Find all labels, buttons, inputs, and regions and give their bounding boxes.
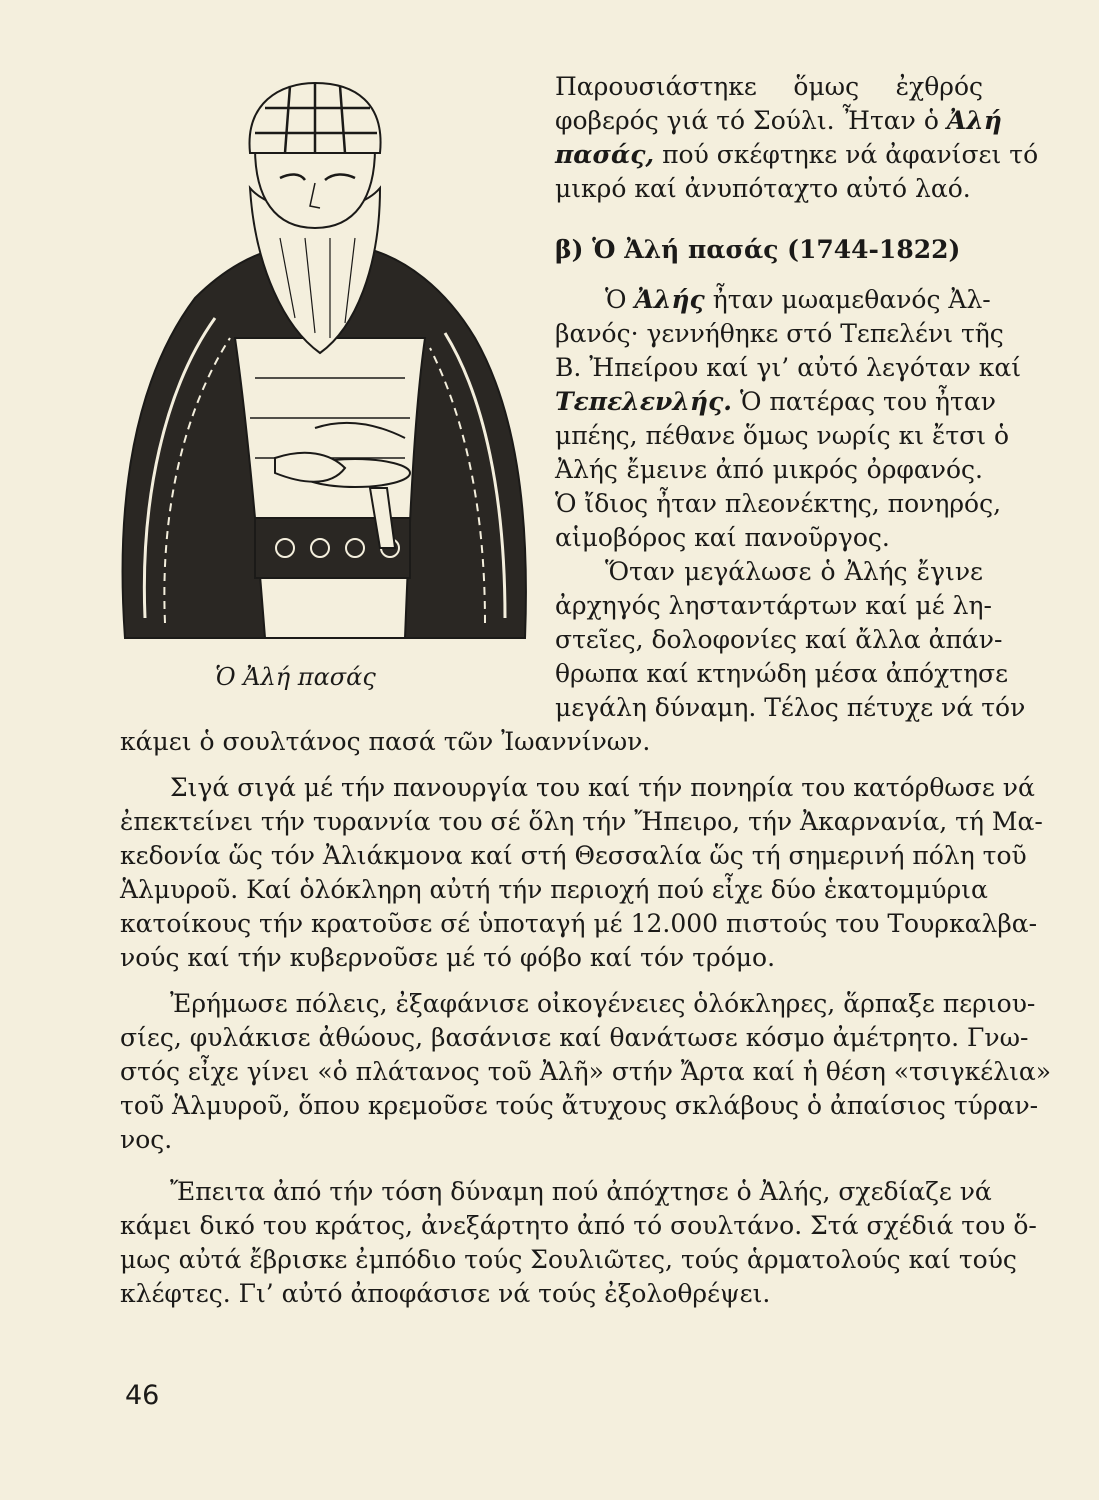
text-line: τοῦ Ἁλμυροῦ, ὅπου κρεμοῦσε τούς ἄτυχους σκλάβους ὁ ἀπαίσιος τύραν-: [120, 1091, 1039, 1120]
text-line: αἱμοβόρος καί πανοῦργος.: [555, 523, 890, 552]
text-line: Ἁλμυροῦ. Καί ὁλόκληρη αὐτή τήν περιοχή πού εἶχε δύο ἑκατομμύρια: [120, 875, 988, 904]
text-line: Παρουσιάστηκε ὅμως ἐχθρός: [555, 72, 983, 101]
text-line: κάμει ὁ σουλτάνος πασά τῶν Ἰωαννίνων.: [120, 727, 651, 756]
text-line: πασάς, πού σκέφτηκε νά ἀφανίσει τό: [555, 140, 1039, 169]
text-line: μεγάλη δύναμη. Τέλος πέτυχε νά τόν: [555, 693, 1026, 722]
text-line: Β. Ἠπείρου καί γι’ αὐτό λεγόταν καί: [555, 353, 1022, 382]
text-line: Ἀλής ἔμεινε ἀπό μικρός ὀρφανός.: [555, 455, 983, 484]
text-line: ἀρχηγός λησταντάρτων καί μέ λη-: [555, 591, 992, 620]
text-line: κάμει δικό του κράτος, ἀνεξάρτητο ἀπό τό σουλτάνο. Στά σχέδιά του ὅ-: [120, 1211, 1037, 1240]
text-line: φοβερός γιά τό Σούλι. Ἦταν ὁ Ἀλή: [555, 106, 1002, 135]
figure-caption: Ὁ Ἀλή πασάς: [215, 663, 376, 691]
section-heading: β) Ὁ Ἀλή πασάς (1744-1822): [555, 235, 961, 264]
text-line: νος.: [120, 1125, 173, 1154]
text-line: σίες, φυλάκισε ἀθώους, βασάνισε καί θανάτωσε κόσμο ἀμέτρητο. Γνω-: [120, 1023, 1029, 1052]
text-line: νούς καί τήν κυβερνοῦσε μέ τό φόβο καί τόν τρόμο.: [120, 943, 776, 972]
text-line: Τεπελενλής. Ὁ πατέρας του ἦταν: [555, 387, 996, 416]
text-line: κλέφτες. Γι’ αὐτό ἀποφάσισε νά τούς ἐξολοθρέψει.: [120, 1279, 771, 1308]
text-line: μικρό καί ἀνυπόταχτο αὐτό λαό.: [555, 174, 971, 203]
text-line: Ὅταν μεγάλωσε ὁ Ἀλής ἔγινε: [605, 557, 983, 586]
page-number: 46: [125, 1380, 160, 1411]
text-line: στός εἶχε γίνει «ὁ πλάτανος τοῦ Ἀλῆ» στήν Ἄρτα καί ἡ θέση «τσιγκέλια»: [120, 1057, 1052, 1086]
text-line: μπέης, πέθανε ὅμως νωρίς κι ἔτσι ὁ: [555, 421, 1010, 450]
text-line: θρωπα καί κτηνώδη μέσα ἀπόχτησε: [555, 659, 1009, 688]
text-line: κεδονία ὥς τόν Ἀλιάκμονα καί στή Θεσσαλία ὥς τή σημερινή πόλη τοῦ: [120, 841, 1027, 870]
text-line: Ἐρήμωσε πόλεις, ἐξαφάνισε οἰκογένειες ὁλόκληρες, ἅρπαξε περιου-: [170, 989, 1036, 1018]
text-line: κατοίκους τήν κρατοῦσε σέ ὑποταγή μέ 12.000 πιστούς του Τουρκαλβα-: [120, 909, 1038, 938]
text-line: Σιγά σιγά μέ τήν πανουργία του καί τήν πονηρία του κατόρθωσε νά: [170, 773, 1035, 802]
text-line: βανός· γεννήθηκε στό Τεπελένι τῆς: [555, 319, 1004, 348]
text-line: Ὁ Ἀλής ἦταν μωαμεθανός Ἀλ-: [605, 285, 991, 314]
text-line: Ὁ ἴδιος ἦταν πλεονέκτης, πονηρός,: [555, 489, 1002, 518]
text-line: ἐπεκτείνει τήν τυραννία του σέ ὅλη τήν Ἤπειρο, τήν Ἀκαρνανία, τή Μα-: [120, 807, 1043, 836]
text-line: στεῖες, δολοφονίες καί ἄλλα ἀπάν-: [555, 625, 1003, 654]
ali-pasha-portrait: [105, 78, 535, 658]
text-line: Ἔπειτα ἀπό τήν τόση δύναμη πού ἀπόχτησε ὁ Ἀλής, σχεδίαζε νά: [170, 1177, 992, 1206]
text-line: μως αὐτά ἔβρισκε ἐμπόδιο τούς Σουλιῶτες, τούς ἁρματολούς καί τούς: [120, 1245, 1017, 1274]
